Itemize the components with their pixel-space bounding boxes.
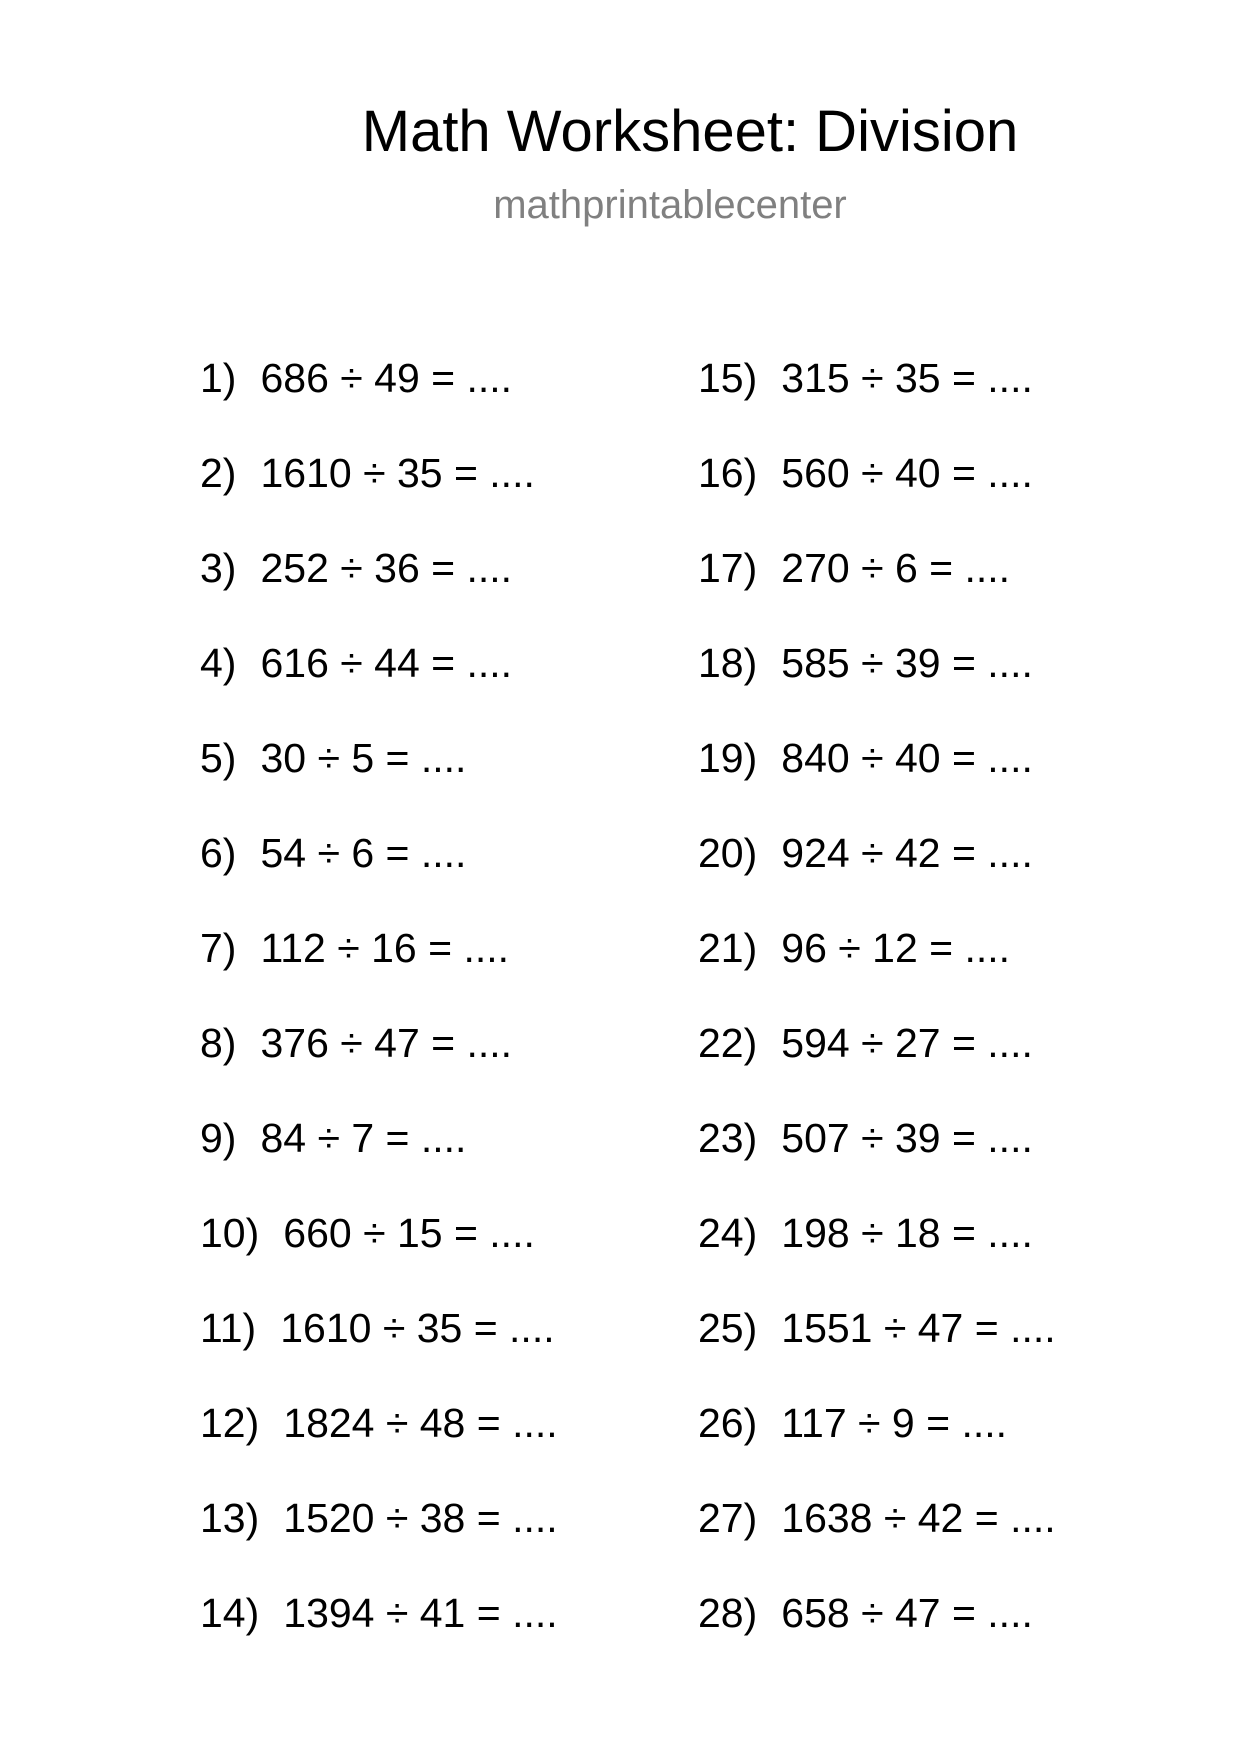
problem-number: 14) <box>200 1590 260 1636</box>
problem-item <box>698 918 1056 1013</box>
problem-expression: 112 ÷ 16 = .... <box>260 925 510 971</box>
problem-expression: 1551 ÷ 47 = .... <box>781 1305 1056 1351</box>
problem-item <box>200 918 558 1013</box>
problem-item <box>200 1298 558 1393</box>
problem-number: 7) <box>200 925 237 971</box>
problem-item <box>698 823 1056 918</box>
problem-expression: 1394 ÷ 41 = .... <box>283 1590 558 1636</box>
problem-number: 20) <box>698 830 758 876</box>
problem-number: 16) <box>698 450 758 496</box>
problem-number: 4) <box>200 640 237 686</box>
problem-number: 19) <box>698 735 758 781</box>
problem-number: 12) <box>200 1400 260 1446</box>
problem-number: 2) <box>200 450 237 496</box>
problem-expression: 686 ÷ 49 = .... <box>260 355 513 401</box>
problem-number: 11) <box>200 1305 257 1351</box>
problem-expression: 1824 ÷ 48 = .... <box>283 1400 558 1446</box>
problems-column-right <box>698 348 1056 1678</box>
problem-number: 18) <box>698 640 758 686</box>
problem-item <box>698 443 1056 538</box>
problem-number: 10) <box>200 1210 260 1256</box>
problem-number: 1) <box>200 355 237 401</box>
problem-item <box>698 1393 1056 1488</box>
problem-item <box>200 1108 558 1203</box>
worksheet-title: Math Worksheet: Division <box>361 99 1019 164</box>
problem-item <box>698 1298 1056 1393</box>
problem-number: 9) <box>200 1115 237 1161</box>
problem-expression: 1638 ÷ 42 = .... <box>781 1495 1056 1541</box>
problem-number: 23) <box>698 1115 758 1161</box>
problem-item <box>200 633 558 728</box>
problem-item <box>698 348 1056 443</box>
problem-expression: 54 ÷ 6 = .... <box>260 830 467 876</box>
problem-expression: 924 ÷ 42 = .... <box>781 830 1033 876</box>
problem-item <box>200 1203 558 1298</box>
problem-item <box>200 728 558 823</box>
problem-expression: 616 ÷ 44 = .... <box>260 640 513 686</box>
problem-item <box>698 728 1056 823</box>
problem-item <box>200 443 558 538</box>
problem-number: 6) <box>200 830 237 876</box>
problem-expression: 585 ÷ 39 = .... <box>781 640 1033 686</box>
problem-expression: 1610 ÷ 35 = .... <box>280 1305 555 1351</box>
problem-item <box>200 348 558 443</box>
problem-expression: 198 ÷ 18 = .... <box>781 1210 1033 1256</box>
problem-item <box>200 1013 558 1108</box>
problem-item <box>698 1583 1056 1678</box>
problem-item <box>200 1393 558 1488</box>
problem-number: 5) <box>200 735 237 781</box>
problem-number: 22) <box>698 1020 758 1066</box>
problem-expression: 1520 ÷ 38 = .... <box>283 1495 558 1541</box>
problem-item <box>200 823 558 918</box>
problem-number: 8) <box>200 1020 237 1066</box>
problem-item <box>200 1488 558 1583</box>
problem-number: 25) <box>698 1305 758 1351</box>
problem-item <box>698 1108 1056 1203</box>
problem-expression: 376 ÷ 47 = .... <box>260 1020 513 1066</box>
problem-item <box>698 1203 1056 1298</box>
problem-item <box>698 538 1056 633</box>
problem-item <box>698 1013 1056 1108</box>
problem-expression: 96 ÷ 12 = .... <box>781 925 1011 971</box>
problem-number: 26) <box>698 1400 758 1446</box>
problem-expression: 1610 ÷ 35 = .... <box>260 450 535 496</box>
problem-number: 17) <box>698 545 758 591</box>
problem-number: 13) <box>200 1495 260 1541</box>
problem-item <box>698 1488 1056 1583</box>
problem-item <box>200 538 558 633</box>
worksheet-source: mathprintablecenter <box>493 183 847 227</box>
problem-item <box>698 633 1056 728</box>
problem-number: 21) <box>698 925 758 971</box>
problem-expression: 660 ÷ 15 = .... <box>283 1210 535 1256</box>
problem-item <box>200 1583 558 1678</box>
problem-expression: 252 ÷ 36 = .... <box>260 545 513 591</box>
problem-expression: 507 ÷ 39 = .... <box>781 1115 1033 1161</box>
problem-expression: 84 ÷ 7 = .... <box>260 1115 467 1161</box>
problem-expression: 30 ÷ 5 = .... <box>260 735 467 781</box>
problem-number: 15) <box>698 355 758 401</box>
problem-number: 3) <box>200 545 237 591</box>
problems-column-left <box>200 348 558 1678</box>
problem-number: 28) <box>698 1590 758 1636</box>
problem-number: 24) <box>698 1210 758 1256</box>
problem-expression: 315 ÷ 35 = .... <box>781 355 1033 401</box>
problem-number: 27) <box>698 1495 758 1541</box>
problem-expression: 658 ÷ 47 = .... <box>781 1590 1033 1636</box>
problem-expression: 117 ÷ 9 = .... <box>781 1400 1008 1446</box>
problem-expression: 270 ÷ 6 = .... <box>781 545 1011 591</box>
problem-expression: 594 ÷ 27 = .... <box>781 1020 1033 1066</box>
problem-expression: 840 ÷ 40 = .... <box>781 735 1033 781</box>
problem-expression: 560 ÷ 40 = .... <box>781 450 1033 496</box>
